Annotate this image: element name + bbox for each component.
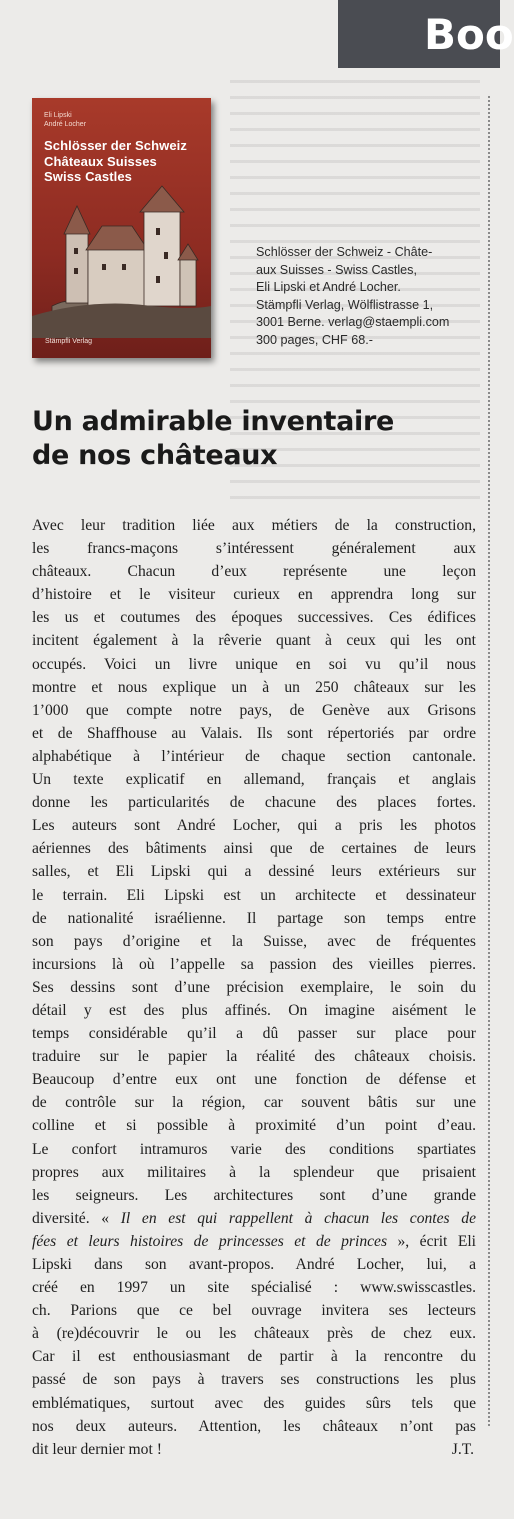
article-line: châteaux. Chacun d’eux représente une leçon [32, 563, 476, 581]
article-line: et de Shaffhouse au Valais. Ils sont répertoriés par ordre [32, 724, 476, 742]
cover-publisher: Stämpfli Verlag [45, 338, 93, 345]
article-line: propres aux militaires à la splendeur que prisaient [32, 1163, 476, 1181]
article-line: occupés. Voici un livre unique en soi vu qu’il nous [32, 655, 476, 673]
article-last-line: dit leur dernier mot ! J.T. [32, 1438, 476, 1461]
section-label: Boo [424, 10, 514, 59]
article-line: à (re)découvrir le ou les châteaux près de chez eux. [32, 1325, 476, 1343]
article-line: salles, et Eli Lipski qui a dessiné leurs extérieurs sur [32, 863, 476, 881]
section-tab [338, 0, 514, 68]
castle-illustration-icon [32, 188, 211, 338]
article-line: donne les particularités de chacune des places fortes. [32, 794, 476, 812]
article-line: fées et leurs histoires de princesses et de princes », écrit Eli [32, 1232, 477, 1250]
article-line: emblématiques, surtout avec des guides sûrs tels que [32, 1394, 476, 1412]
article-line: détail y est des plus affinés. On imagine aisément le [32, 1001, 476, 1019]
book-cover [32, 98, 211, 358]
article-line: incursions là où l’appelle sa passion des vieilles pierres. [32, 955, 476, 973]
article-line: de contrôle sur la région, car souvent bâtis sur une [32, 1094, 476, 1112]
article-line: Un texte explicatif en allemand, français et anglais [32, 771, 476, 789]
article-body [32, 514, 476, 1461]
article-line: Ses dessins sont d’une précision exemplaire, le soin du [32, 978, 476, 996]
book-caption: Schlösser der Schweiz - Châte- aux Suisses - Swiss Castles, Eli Lipski et André Locher. Stämpfli Verlag, Wölflistrasse 1, 3001 Berne. verlag@staempli.com 300 pages, CHF 68.- [256, 245, 450, 347]
column-divider [488, 96, 490, 1426]
article-line: son pays d’origine et la Suisse, avec de fréquentes [32, 932, 476, 950]
article-line: alphabétique à l’intérieur de chaque section cantonale. [32, 747, 476, 765]
cover-authors: Eli Lipski André Locher [44, 112, 87, 128]
author-signature: J.T. [451, 1440, 474, 1458]
article-line: diversité. « Il en est qui rappellent à chacun les contes de [32, 1209, 476, 1227]
article-headline: Un admirable inventaire de nos châteaux [32, 406, 395, 471]
article-line: colline et si possible à proximité d’un point d’eau. [32, 1117, 476, 1135]
cover-titles: Schlösser der Schweiz Châteaux Suisses Swiss Castles [44, 138, 187, 185]
article-line: passé de son pays à travers ses constructions les plus [32, 1371, 476, 1389]
article-line: le terrain. Eli Lipski est un architecte et dessinateur [32, 886, 476, 904]
article-line: Avec leur tradition liée aux métiers de la construction, [32, 517, 476, 534]
article-line: traduire sur le papier la réalité des châteaux choisis. [32, 1048, 476, 1066]
article-line: aériennes des bâtiments ainsi que de certaines de leurs [32, 840, 476, 858]
article-line: ch. Parions que ce bel ouvrage invitera ses lecteurs [32, 1302, 476, 1320]
article-line: Le confort intramuros varie des conditions spartiates [32, 1140, 476, 1158]
article-line: créé en 1997 un site spécialisé : www.swisscastles. [32, 1279, 476, 1297]
article-line: Beaucoup d’entre eux ont une fonction de défense et [32, 1071, 476, 1089]
article-line: les francs-maçons s’intéressent généralement aux [32, 540, 476, 558]
article-line: 1’000 que compte notre pays, de Genève aux Grisons [32, 701, 476, 719]
article-line: les seigneurs. Les architectures sont d’une grande [32, 1186, 476, 1204]
article-line: de nationalité israélienne. Il partage son temps entre [32, 909, 476, 927]
article-line: Lipski dans son avant-propos. André Locher, lui, a [32, 1256, 476, 1273]
article-line: incitent également à la rêverie quant à ceux qui les ont [32, 632, 476, 650]
article-line: Les auteurs sont André Locher, qui a pris les photos [32, 817, 476, 835]
article-line: d’histoire et le visiteur curieux en apprendra long sur [32, 586, 476, 604]
article-line: montre et nous explique un à un 250 châteaux sur les [32, 678, 476, 696]
article-line: Car il est enthousiasmant de partir à la rencontre du [32, 1348, 476, 1366]
article-line: temps considérable qu’il a dû passer sur place pour [32, 1025, 476, 1043]
article-line: les us et coutumes des époques successives. Ces édifices [32, 609, 476, 627]
article-line: nos deux auteurs. Attention, les châteaux n’ont pas [32, 1417, 476, 1435]
